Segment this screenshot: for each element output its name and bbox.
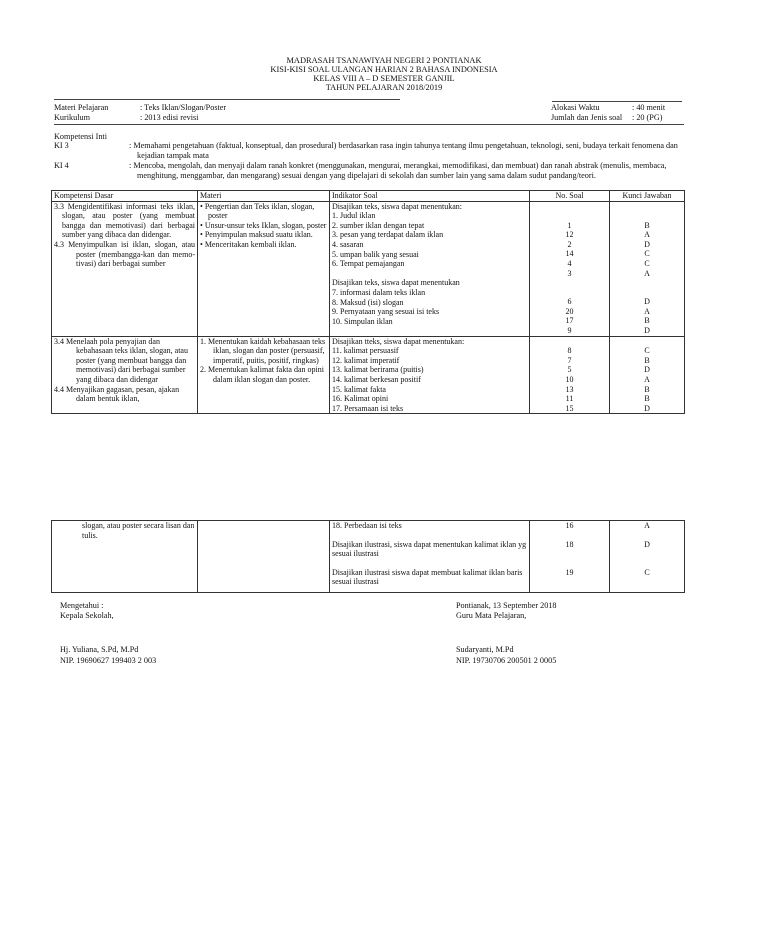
indikator-item: 13. kalimat berirama (puitis)	[332, 365, 424, 375]
no-soal: 13	[565, 384, 574, 394]
indikator-item: 11. kalimat persuasif	[332, 346, 399, 356]
class-semester: KELAS VIII A – D SEMESTER GANJIL	[313, 74, 455, 83]
indikator-cell	[330, 521, 530, 593]
no-soal: 12	[565, 230, 574, 240]
no-soal: 20	[565, 306, 574, 316]
kunci-jawaban: D	[644, 297, 650, 307]
table-row	[52, 521, 685, 593]
kunci-jawaban: C	[644, 568, 650, 578]
divider-line	[54, 124, 684, 125]
kd-cell	[52, 521, 198, 593]
no-soal-cell	[530, 336, 610, 414]
kd-4-3: 4.3 Menyimpulkan isi iklan, slogan, atau poster (membangga-kan dan memo-tivasi) dari berbagai sumber	[54, 239, 195, 269]
ki3-text-cont: kejadian tampak mata	[137, 151, 209, 160]
indikator-item: 17. Persamaan isi teks	[332, 403, 404, 413]
indikator-item: 12. kalimat imperatif	[332, 355, 400, 365]
no-soal: 5	[567, 365, 572, 375]
signature-right-name: Sudaryanti, M.Pd	[456, 645, 514, 654]
ki4-text: : Mencoba, mengolah, dan menyaji dalam ranah konkret (menggunakan, mengurai, merangkai, memodifikasi, dan membuat) dan ranah abstrak (menulis, membaca,	[129, 161, 667, 170]
kunci-jawaban: A	[644, 268, 650, 278]
indikator-item: 14. kalimat berkesan positif	[332, 374, 421, 384]
no-soal: 3	[567, 268, 572, 278]
jumlah-value: : 20 (PG)	[632, 113, 663, 122]
materi-item: • Menceritakan kembali iklan.	[200, 239, 297, 249]
indikator-item: 18. Perbedaan isi teks	[332, 521, 402, 530]
divider-line	[552, 101, 682, 102]
kunci-jawaban: B	[644, 220, 650, 230]
no-soal: 19	[565, 568, 574, 578]
kunci-jawaban: B	[644, 316, 650, 326]
kunci-jawaban: D	[644, 239, 650, 249]
indikator-item: 9. Pernyataan yang sesuai isi teks	[332, 307, 440, 317]
materi-item: • Pengertian dan Teks iklan, slogan, poster	[200, 201, 315, 221]
no-soal: 4	[567, 258, 572, 268]
school-name: MADRASAH TSANAWIYAH NEGERI 2 PONTIANAK	[286, 56, 482, 65]
kunci-cell	[610, 201, 685, 336]
no-soal: 14	[565, 249, 574, 259]
no-soal: 1	[567, 220, 572, 230]
kunci-jawaban: D	[644, 403, 650, 413]
kisi-kisi-table-continued	[51, 520, 685, 593]
materi-item: 1. Menentukan kaidah kebahasaan teks iklan, slogan dan poster (persuasif, imperatif, puitis, positif, ringkas)	[200, 336, 326, 365]
indikator-item: 10. Simpulan iklan	[332, 316, 393, 326]
indikator-item: 16. Kalimat opini	[332, 394, 389, 404]
indikator-group-title: Disajikan tteks, siswa dapat menentukan:	[332, 336, 465, 346]
signature-left-nip: NIP. 19690627 199403 2 003	[60, 656, 157, 665]
indikator-cell	[330, 201, 530, 336]
no-soal: 9	[567, 325, 572, 335]
no-soal: 10	[565, 374, 574, 384]
signature-left-name: Hj. Yuliana, S.Pd, M.Pd	[60, 645, 139, 654]
no-soal: 11	[565, 394, 574, 404]
kunci-jawaban: B	[644, 355, 650, 365]
materi-cell	[198, 201, 330, 336]
table-row	[52, 201, 685, 336]
header-kunci-jawaban: Kunci Jawaban	[610, 191, 685, 202]
ki3-text: : Memahami pengetahuan (faktual, konseptual, dan prosedural) berdasarkan rasa ingin tahunya tentang ilmu pengetahuan, teknologi, seni, budaya terkait fenomena dan	[129, 141, 678, 150]
materi-cell	[198, 521, 330, 593]
indikator-item: 8. Maksud (isi) slogan	[332, 297, 404, 307]
kisi-kisi-table	[51, 190, 685, 414]
ki4-text-cont: menghitung, menggambar, dan mengarang) sesuai dengan yang dipelajari di sekolah dan sumber lain yang sama dalam sudut pandang/teori.	[137, 171, 596, 180]
kunci-cell	[610, 336, 685, 414]
kunci-jawaban: C	[644, 346, 650, 356]
kd-3-3: 3.3 Mengidentifikasi informasi teks iklan, slogan, atau poster (yang membuat bangga dan memotivasi) dari berbagai sumber yang dibaca dan didengar.	[54, 201, 195, 240]
indikator-group-title: Disajikan teks, siswa dapat menentukan	[332, 278, 460, 288]
kunci-jawaban: D	[644, 539, 650, 549]
kunci-cell	[610, 521, 685, 593]
indikator-item: Disajikan ilustrasi siswa dapat membuat kalimat iklan baris sesuai ilustrasi	[332, 567, 523, 587]
kd-4-4: 4.4 Menyajikan gagasan, pesan, ajakan dalam bentuk iklan,	[54, 384, 180, 404]
header-no-soal: No. Soal	[530, 191, 610, 202]
indikator-item: 6. Tempat pemajangan	[332, 259, 405, 269]
kunci-jawaban: A	[644, 230, 650, 240]
table-row	[52, 336, 685, 414]
materi-cell	[198, 336, 330, 414]
alokasi-value: : 40 menit	[632, 103, 666, 112]
indikator-group-title: Disajikan teks, siswa dapat menentukan:	[332, 201, 462, 211]
kurikulum-label: Kurikulum	[54, 113, 90, 122]
jumlah-label: Jumlah dan Jenis soal	[551, 113, 623, 122]
kd-cell	[52, 336, 198, 414]
indikator-item: Disajikan ilustrasi, siswa dapat menentukan kalimat iklan yg sesuai ilustrasi	[332, 539, 527, 559]
indikator-item: 4. sasaran	[332, 239, 364, 249]
table-header-row	[52, 191, 685, 202]
indikator-item: 2. sumber iklan dengan tepat	[332, 220, 425, 230]
indikator-item: 5. umpan balik yang sesuai	[332, 249, 419, 259]
signature-right-nip: NIP. 19730706 200501 2 0005	[456, 656, 557, 665]
ki4-label: KI 4	[54, 161, 69, 170]
kd-cell	[52, 201, 198, 336]
signature-right-date: Pontianak, 13 September 2018	[456, 601, 557, 610]
school-year: TAHUN PELAJARAN 2018/2019	[325, 83, 443, 92]
materi-item: • Unsur-unsur teks Iklan, slogan, poster	[200, 220, 327, 230]
signature-right-role: Guru Mata Pelajaran,	[456, 611, 527, 620]
no-soal: 2	[567, 239, 572, 249]
indikator-item: 1. Judul iklan	[332, 211, 376, 221]
kunci-jawaban: A	[644, 521, 650, 530]
kunci-jawaban: C	[644, 249, 650, 259]
no-soal: 18	[565, 539, 574, 549]
indikator-item: 15. kalimat fakta	[332, 384, 386, 394]
divider-line	[54, 99, 400, 100]
header-indikator-soal: Indikator Soal	[330, 191, 530, 202]
kunci-jawaban: D	[644, 365, 650, 375]
kunci-jawaban: C	[644, 258, 650, 268]
mapel-label: Materi Pelajaran	[54, 103, 109, 112]
no-soal-cell	[530, 521, 610, 593]
no-soal: 15	[565, 403, 574, 413]
header-kompetensi-dasar: Kompetensi Dasar	[52, 191, 198, 202]
materi-item: • Penyimpulan maksud suatu iklan.	[200, 230, 313, 240]
materi-item: 2. Menentukan kalimat fakta dan opini dalam iklan slogan dan poster.	[200, 365, 324, 384]
kd-3-4: 3.4 Menelaah pola penyajian dan kebahasaan teks iklan, slogan, atau poster (yang membuat bangga dan memotivasi) dari berbagai sumber yang dibaca dan didengar	[54, 336, 188, 384]
ki3-label: KI 3	[54, 141, 69, 150]
kunci-jawaban: D	[644, 325, 650, 335]
kurikulum-value: : 2013 edisi revisi	[140, 113, 199, 122]
kd-4-4-cont: slogan, atau poster secara lisan dan tulis.	[82, 521, 195, 540]
kompetensi-title: Kompetensi Inti	[54, 132, 107, 141]
no-soal-cell	[530, 201, 610, 336]
indikator-cell	[330, 336, 530, 414]
mapel-value: : Teks Iklan/Slogan/Poster	[140, 103, 227, 112]
signature-left-role: Kepala Sekolah,	[60, 611, 114, 620]
no-soal: 7	[567, 355, 572, 365]
indikator-item: 3. pesan yang terdapat dalam iklan	[332, 230, 444, 240]
document-title: KISI-KISI SOAL ULANGAN HARIAN 2 BAHASA INDONESIA	[270, 65, 498, 74]
alokasi-label: Alokasi Waktu	[551, 103, 600, 112]
kunci-jawaban: B	[644, 384, 650, 394]
no-soal: 6	[567, 297, 572, 307]
no-soal: 8	[567, 346, 572, 356]
kunci-jawaban: B	[644, 394, 650, 404]
kunci-jawaban: A	[644, 374, 650, 384]
no-soal: 17	[565, 316, 574, 326]
signature-left-label: Mengetahui :	[60, 601, 104, 610]
indikator-item: 7. informasi dalam teks iklan	[332, 287, 426, 297]
kunci-jawaban: A	[644, 306, 650, 316]
no-soal: 16	[565, 521, 574, 530]
header-materi: Materi	[198, 191, 330, 202]
